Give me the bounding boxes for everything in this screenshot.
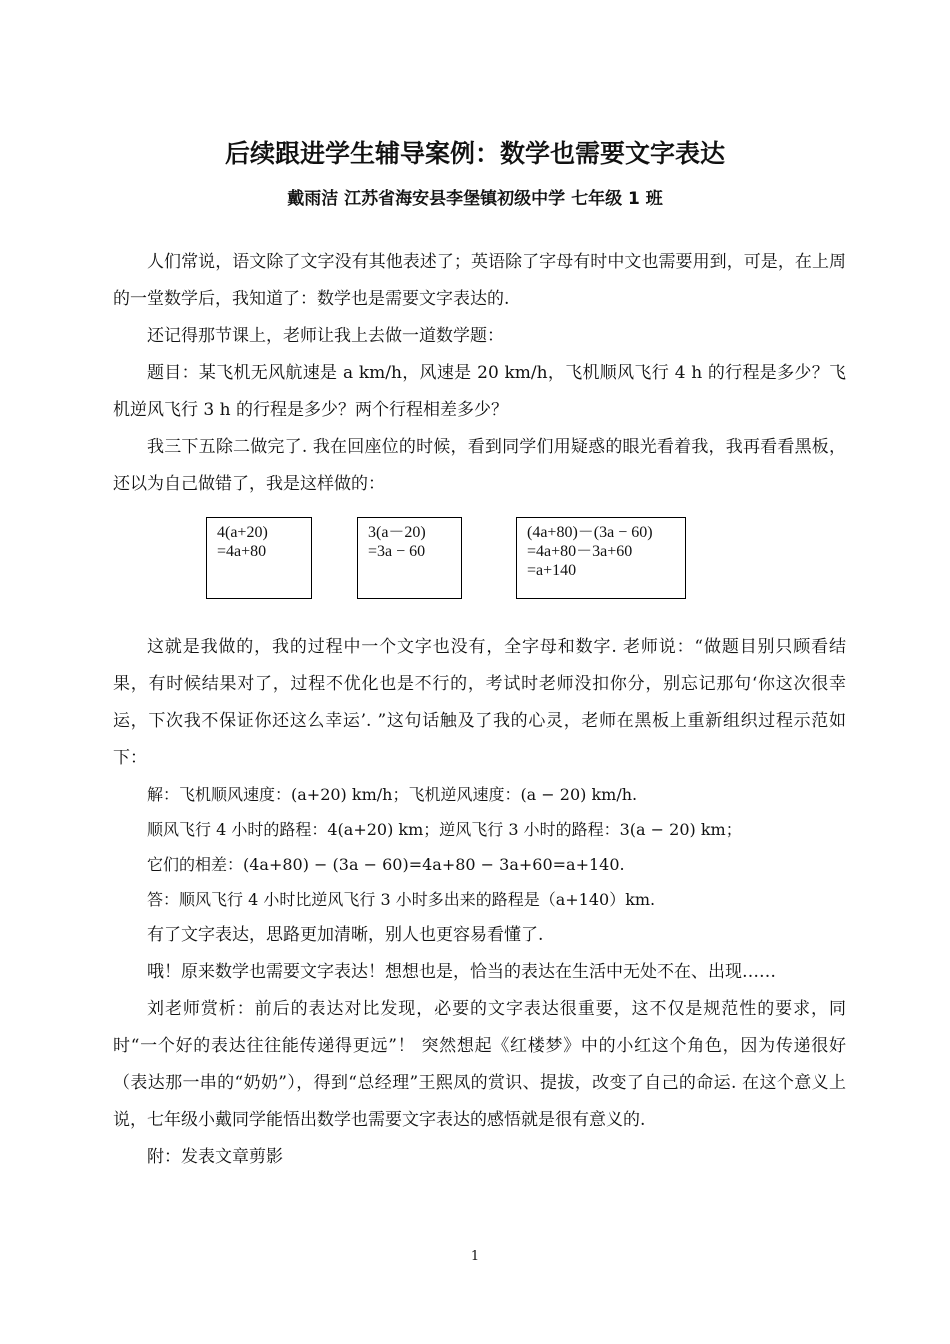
paragraph-recall: 还记得那节课上，老师让我上去做一道数学题： bbox=[147, 326, 504, 346]
paragraph-clarity: 有了文字表达，思路更加清晰，别人也更容易看懂了. bbox=[147, 925, 544, 945]
box-line: (4a+80)－(3a − 60) bbox=[527, 524, 653, 541]
work-boxes bbox=[113, 509, 846, 623]
paragraph-intro: 人们常说，语文除了文字没有其他表述了；英语除了字母有时中文也需要用到，可是，在上周的一堂数学后，我知道了：数学也是需要文字表达的. bbox=[113, 252, 846, 309]
box-line: 4(a+20) bbox=[217, 524, 268, 541]
paragraph-attachment: 附：发表文章剪影 bbox=[147, 1147, 283, 1167]
author-line: 戴雨洁 江苏省海安县李堡镇初级中学 七年级 1 班 bbox=[287, 189, 663, 209]
paragraph-student-work: 我三下五除二做完了. 我在回座位的时候，看到同学们用疑惑的眼光看着我，我再看看黑板，还以为自己做错了，我是这样做的： bbox=[113, 437, 846, 494]
article-body bbox=[113, 244, 846, 1176]
solution-line-answer: 答：顺风飞行 4 小时比逆风飞行 3 小时多出来的路程是（a+140）km. bbox=[147, 890, 656, 909]
box-line: 3(a－20) bbox=[368, 524, 426, 541]
page-number: 1 bbox=[470, 1249, 480, 1264]
paragraph-problem: 题目：某飞机无风航速是 a km/h，风速是 20 km/h，飞机顺风飞行 4 h 的行程是多少？飞机逆风飞行 3 h 的行程是多少？两个行程相差多少？ bbox=[113, 363, 846, 420]
box-line: =4a+80 bbox=[217, 543, 267, 560]
box-line: =a+140 bbox=[527, 562, 577, 579]
paragraph-teacher-appreciation: 刘老师赏析：前后的表达对比发现，必要的文字表达很重要，这不仅是规范性的要求，同时“一个好的表达往往能传递得更远”！ 突然想起《红楼梦》中的小红这个角色，因为传递很好（表达那一串的“奶奶”），得到“总经理”王熙凤的赏识、提拔，改变了自己的命运. 在这个意义上说，七年级小戴同学能悟出数学也需要文字表达的感悟就是很有意义的. bbox=[113, 999, 846, 1130]
paragraph-teacher-comment: 这就是我做的，我的过程中一个文字也没有，全字母和数字. 老师说：“做题目别只顾看结果，有时候结果对了，过程不优化也是不行的，考试时老师没扣你分，别忘记那句‘你这次很幸运，下次我不保证你还这么幸运’. ”这句话触及了我的心灵，老师在黑板上重新组织过程示范如下： bbox=[113, 637, 846, 768]
work-box-downwind bbox=[206, 517, 312, 599]
box-line: =4a+80－3a+60 bbox=[527, 543, 633, 560]
solution-line-distances: 顺风飞行 4 小时的路程：4(a+20) km；逆风飞行 3 小时的路程：3(a − 20) km； bbox=[147, 820, 742, 839]
work-box-difference bbox=[516, 517, 686, 599]
paragraph-realization: 哦！原来数学也需要文字表达！想想也是，恰当的表达在生活中无处不在、出现…… bbox=[147, 962, 776, 982]
work-box-upwind bbox=[357, 517, 462, 599]
document-title: 后续跟进学生辅导案例：数学也需要文字表达 bbox=[224, 139, 725, 168]
box-line: =3a − 60 bbox=[368, 543, 426, 560]
solution-line-difference: 它们的相差：(4a+80) − (3a − 60)=4a+80 − 3a+60=a+140. bbox=[147, 855, 625, 874]
solution-line-speeds: 解：飞机顺风速度：(a+20) km/h；飞机逆风速度：(a − 20) km/h. bbox=[147, 785, 638, 804]
